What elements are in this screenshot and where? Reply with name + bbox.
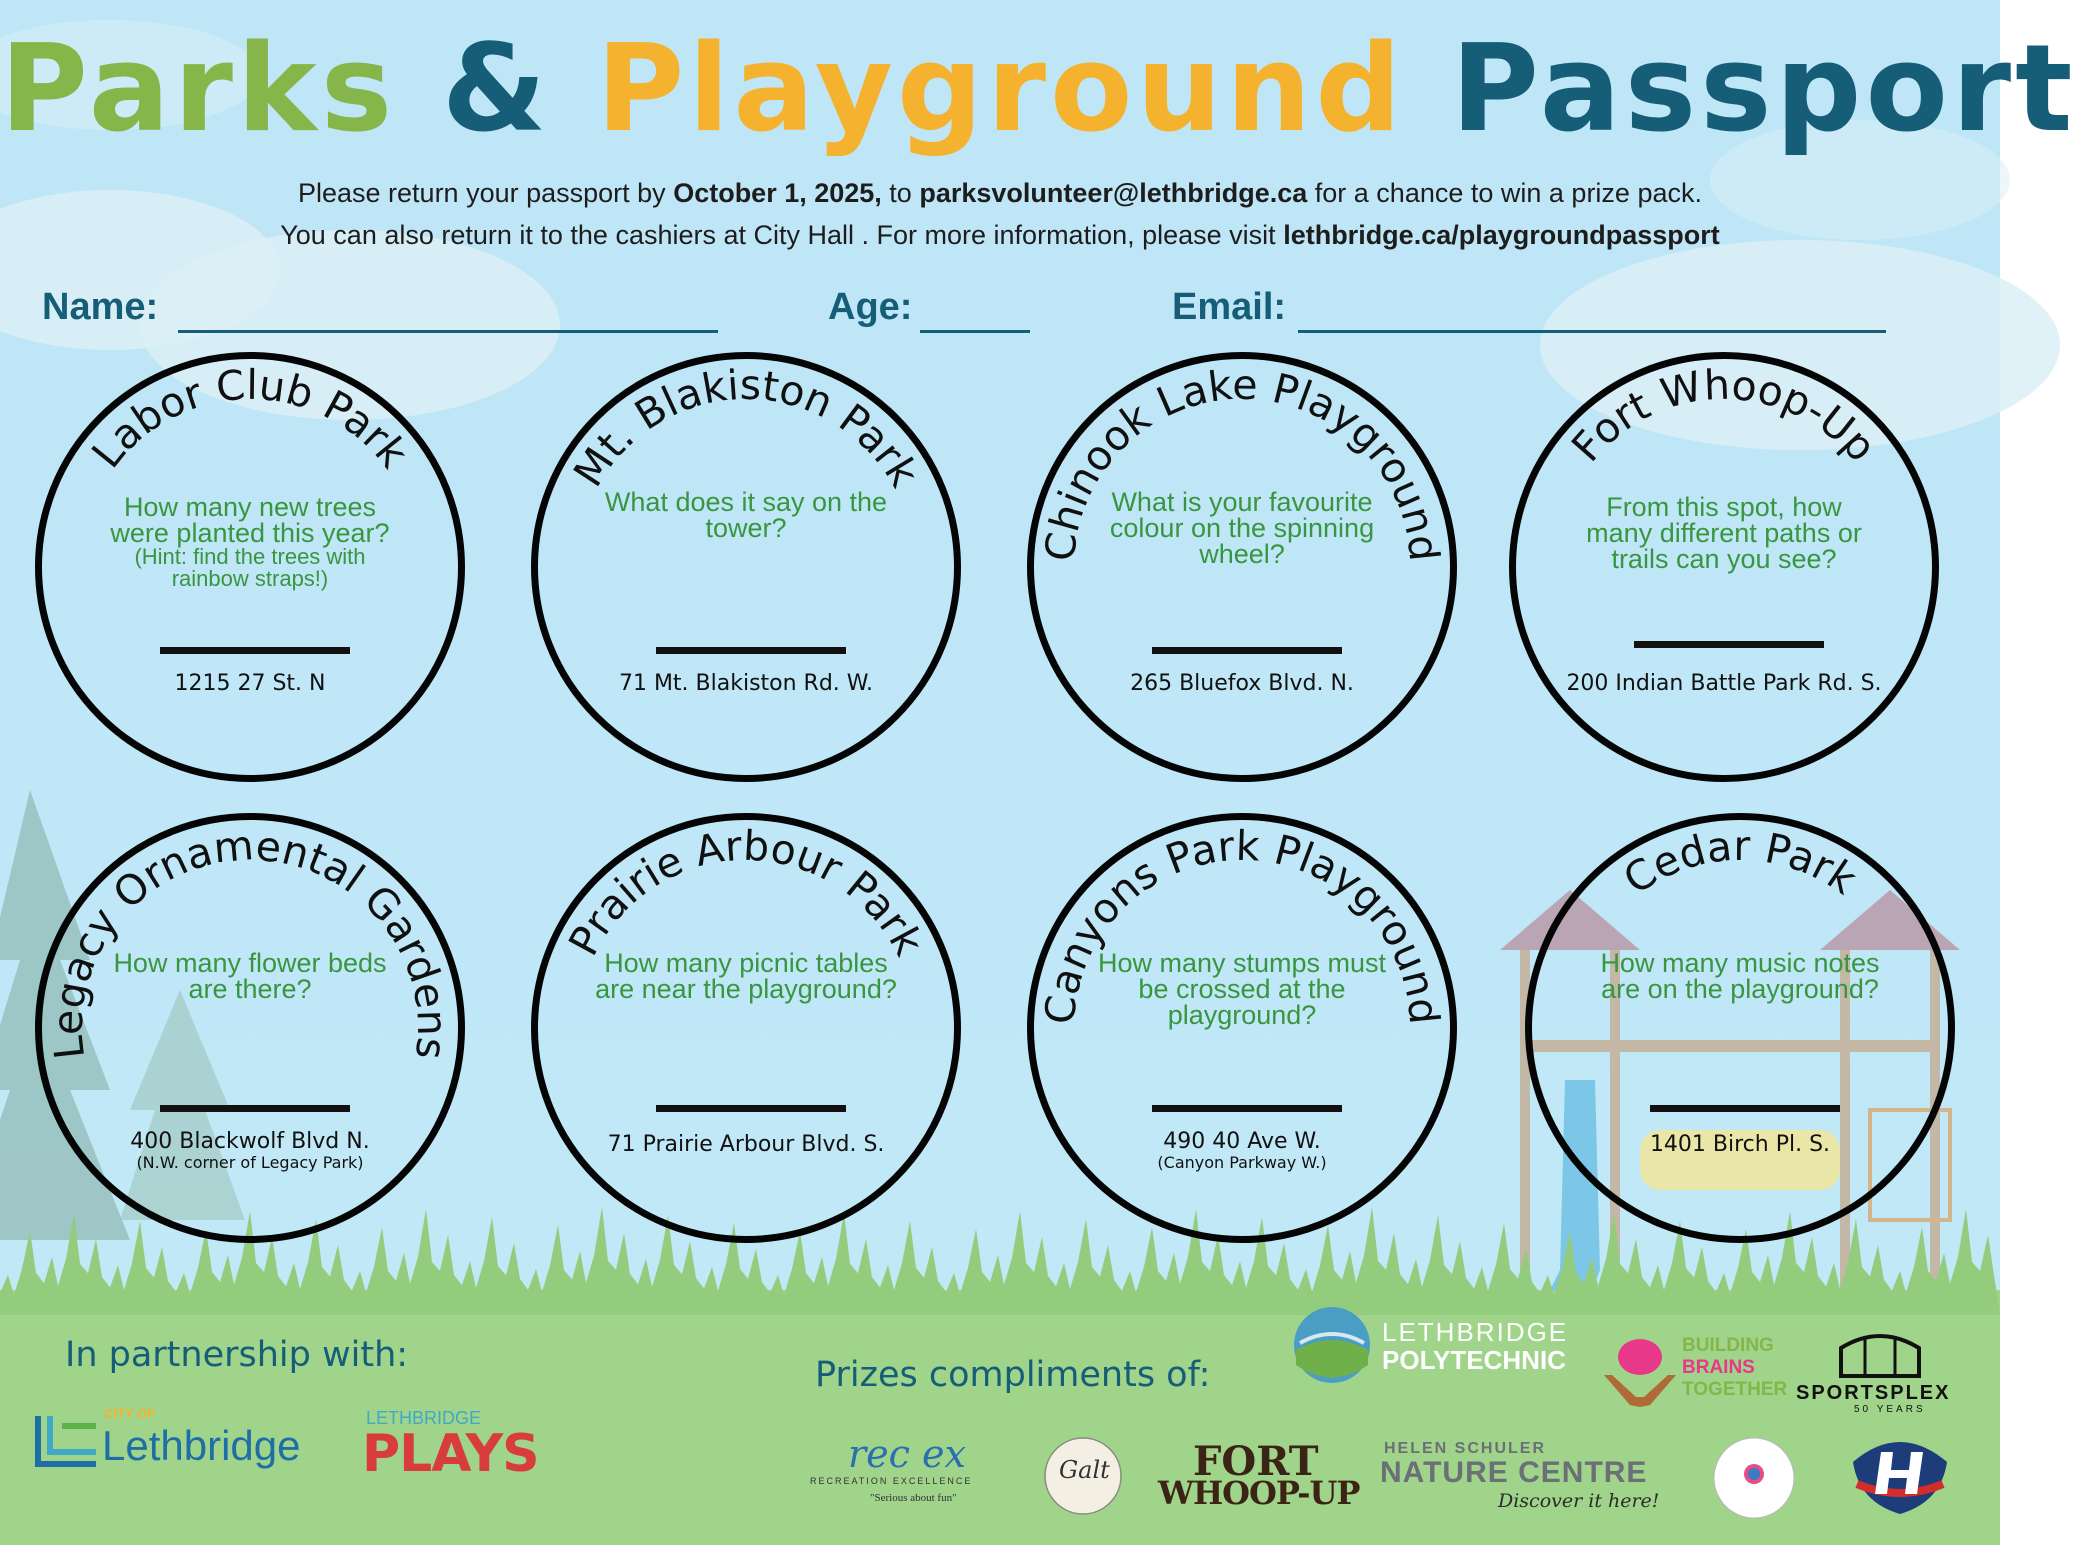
answer-line[interactable] [1152, 647, 1342, 654]
park-stamp-circle[interactable] [1027, 352, 1457, 782]
park-question: How many picnic tables are near the playground? [595, 948, 897, 1004]
answer-line[interactable] [1634, 641, 1824, 648]
hurricanes-h-icon [1845, 1432, 1955, 1517]
park-stamp-circle[interactable] [1525, 813, 1955, 1243]
park-question: How many music notes are on the playground? [1600, 948, 1880, 1004]
age-label: Age: [828, 286, 913, 328]
sportsplex-sub: 50 YEARS [1854, 1404, 1926, 1415]
park-address: 490 40 Ave W. (Canyon Parkway W.) [1074, 1130, 1410, 1172]
nature-line-1: HELEN SCHULER [1384, 1440, 1547, 1457]
instructions-line-1 [0, 172, 2000, 214]
park-address: 1401 Birch Pl. S. [1649, 1132, 1831, 1157]
sportsplex-building-icon [1835, 1330, 1925, 1382]
age-field[interactable] [920, 330, 1030, 333]
answer-line[interactable] [1650, 1105, 1840, 1112]
address-note: (N.W. corner of Legacy Park) [136, 1153, 364, 1172]
lethbridge-plays-logo [362, 1408, 539, 1488]
park-question: From this spot, how many different paths or trails can you see? [1586, 492, 1862, 574]
prizes-heading: Prizes compliments of: [815, 1355, 1211, 1395]
lethbridge-hurricanes-logo [1845, 1432, 1955, 1517]
answer-line[interactable] [1152, 1105, 1342, 1112]
name-field[interactable] [178, 330, 718, 333]
nature-line-2: NATURE CENTRE [1380, 1456, 1648, 1489]
park-name: Cedar Park [1615, 821, 1866, 904]
plays-logo-word: PLAYS [362, 1424, 539, 1484]
park-name: Prairie Arbour Park [559, 821, 933, 964]
name-label: Name: [42, 286, 159, 328]
park-address: 400 Blackwolf Blvd N. (N.W. corner of Legacy Park) [82, 1130, 418, 1172]
city-of-lethbridge-logo [32, 1408, 322, 1478]
title-word: Playground [596, 20, 1406, 159]
recex-tagline: "Serious about fun" [870, 1492, 957, 1504]
polytechnic-line-2: POLYTECHNIC [1382, 1345, 1566, 1375]
email-label: Email: [1172, 286, 1287, 328]
park-question: How many flower beds are there? [113, 948, 387, 1004]
sportsplex-logo [1790, 1330, 1970, 1415]
answer-line[interactable] [656, 1105, 846, 1112]
svg-text:Mt. Blakiston Park [564, 361, 928, 495]
title-word: Parks [0, 20, 397, 159]
plays-logo-top: LETHBRIDGE [366, 1408, 482, 1428]
park-address: 71 Mt. Blakiston Rd. W. [618, 671, 874, 696]
address-note: (Canyon Parkway W.) [1157, 1153, 1327, 1172]
instruction-text: to [881, 178, 920, 208]
park-address: 265 Bluefox Blvd. N. [1130, 671, 1354, 696]
brain-hands-icon [1600, 1335, 1680, 1415]
recex-logo [810, 1432, 1010, 1512]
park-name: Legacy Ornamental Gardens [43, 821, 457, 1062]
deadline-date: October 1, 2025, [673, 178, 882, 208]
email-field[interactable] [1298, 330, 1886, 333]
park-stamp-circle[interactable] [35, 352, 465, 782]
instructions [0, 172, 2000, 256]
instruction-text: You can also return it to the cashiers at City Hall . For more information, please visit [280, 220, 1284, 250]
city-logo-name: Lethbridge [102, 1422, 301, 1469]
partners-heading: In partnership with: [65, 1335, 409, 1375]
park-name: Chinook Lake Playground [1035, 360, 1449, 564]
sportsplex-name: SPORTSPLEX [1796, 1382, 1951, 1404]
fort-whoop-up-logo [1158, 1438, 1368, 1518]
park-stamp-circle[interactable] [1509, 352, 1939, 782]
svg-text:Labor Club Park [82, 361, 417, 477]
parents-as-teachers-logo [1712, 1436, 1796, 1520]
park-stamp-circle[interactable] [1027, 813, 1457, 1243]
park-name-arc [531, 813, 961, 1243]
svg-text:Prairie Arbour Park [559, 822, 933, 964]
recex-wordmark: rec ex [848, 1432, 966, 1476]
park-stamp-circle[interactable] [531, 352, 961, 782]
park-address: 71 Prairie Arbour Blvd. S. [607, 1132, 885, 1157]
nature-line-3: Discover it here! [1498, 1490, 1660, 1512]
title-word: & [441, 20, 551, 159]
page-title [0, 10, 2076, 170]
fort-line-2: WHOOP-UP [1158, 1474, 1360, 1512]
answer-line[interactable] [160, 1105, 350, 1112]
park-question: What does it say on the tower? [604, 487, 888, 543]
city-logo-mark-icon [32, 1412, 102, 1474]
title-word: Passport [1451, 20, 2076, 159]
park-name: Canyons Park Playground [1035, 821, 1449, 1027]
polytechnic-emblem-icon [1292, 1305, 1372, 1385]
fort-line-1: FORT [1193, 1438, 1319, 1485]
park-question: What is your favourite colour on the spinning wheel? [1109, 487, 1375, 569]
svg-text:Cedar Park [1615, 822, 1865, 904]
recex-subtitle: RECREATION EXCELLENCE [810, 1476, 973, 1486]
return-email-link[interactable]: parksvolunteer@lethbridge.ca [919, 178, 1308, 208]
parents-as-teachers-badge-icon [1712, 1436, 1796, 1520]
svg-text:Legacy Ornamental Gardens [44, 821, 457, 1062]
park-question: How many stumps must be crossed at the playground? [1097, 948, 1387, 1030]
polytechnic-line-1: LETHBRIDGE [1382, 1317, 1569, 1347]
svg-text:Fort Whoop-Up [1562, 361, 1885, 471]
park-name: Mt. Blakiston Park [564, 360, 929, 496]
park-address: 200 Indian Battle Park Rd. S. [1566, 671, 1882, 696]
helen-schuler-nature-centre-logo [1380, 1440, 1660, 1520]
park-address: 1215 27 St. N [174, 671, 326, 696]
city-logo-small-text: CITY OF [104, 1406, 156, 1421]
instruction-text: Please return your passport by [297, 178, 674, 208]
park-name: Labor Club Park [82, 360, 418, 477]
answer-line[interactable] [656, 647, 846, 654]
brains-line-1: BUILDING [1682, 1335, 1774, 1356]
park-stamp-circle[interactable] [531, 813, 961, 1243]
park-stamp-circle[interactable] [35, 813, 465, 1243]
answer-line[interactable] [160, 647, 350, 654]
park-question: How many new trees were planted this year? (Hint: find the trees with rainbow straps!) [97, 494, 403, 590]
park-name-arc [531, 352, 961, 782]
galt-museum-logo [1043, 1436, 1123, 1516]
park-name-arc [35, 813, 465, 1243]
building-brains-together-logo [1600, 1335, 1788, 1415]
instructions-line-2 [0, 214, 2000, 256]
lethbridge-polytechnic-logo [1292, 1305, 1582, 1385]
galt-wordmark: Galt [1059, 1456, 1110, 1484]
instruction-text: for a chance to win a prize pack. [1307, 178, 1702, 208]
brains-line-2: BRAINS [1682, 1357, 1755, 1378]
park-name-arc [1525, 813, 1955, 1243]
park-name: Fort Whoop-Up [1562, 360, 1886, 471]
question-hint: (Hint: find the trees with rainbow straps!) [134, 544, 366, 591]
info-website-link[interactable]: lethbridge.ca/playgroundpassport [1283, 220, 1720, 250]
brains-line-3: TOGETHER [1682, 1379, 1788, 1400]
